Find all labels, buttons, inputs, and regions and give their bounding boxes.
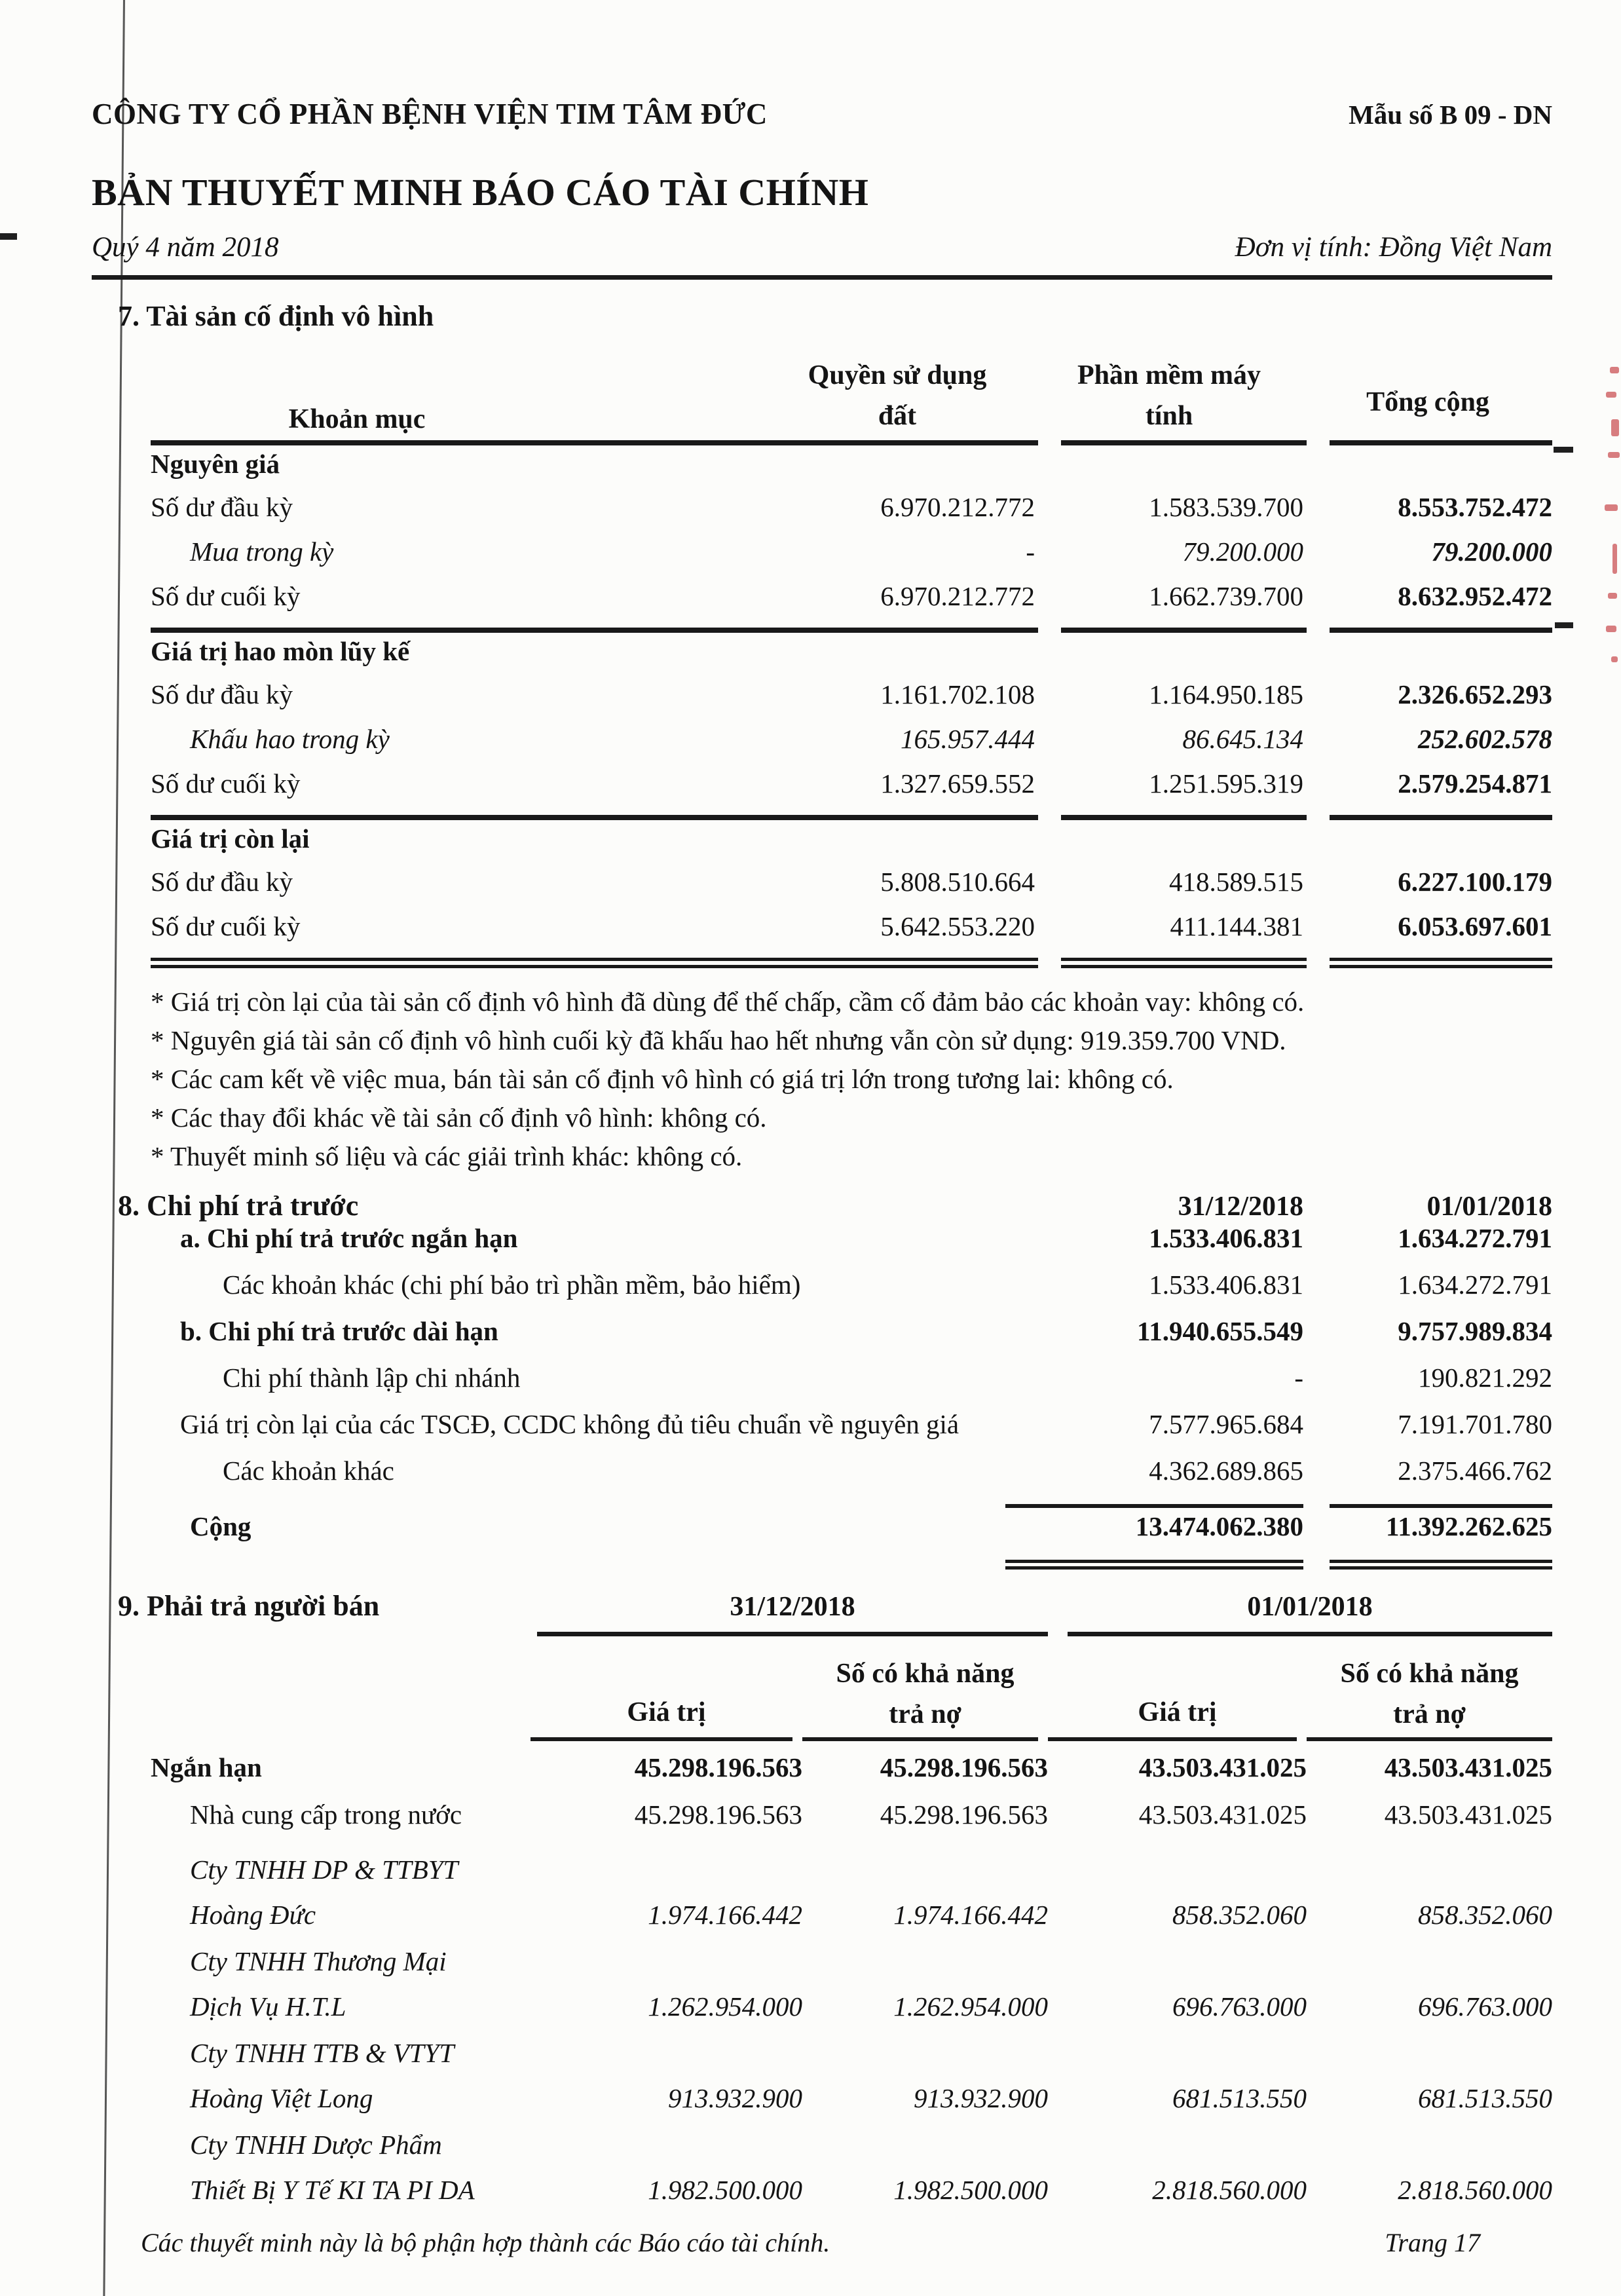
subcol-ability-line2: trả nợ [1393,1699,1466,1729]
vendor-name [151,2122,531,2213]
report-period: Quý 4 năm 2018 [92,232,279,263]
table-rule [151,440,1552,445]
period-header-prior: 01/01/2018 [1068,1591,1552,1636]
cell-total-value: 252.602.578 [1418,724,1552,754]
report-title: BẢN THUYẾT MINH BÁO CÁO TÀI CHÍNH [92,171,869,214]
vendor-name-line2: Dịch Vụ H.T.L [190,1991,346,2022]
cell-value: 43.503.431.025 [1138,1752,1307,1782]
group-row-depreciation [151,635,1552,679]
cell-value: 1.982.500.000 [893,2175,1048,2205]
vendor-name [151,1939,531,2029]
scan-artifact-red [1606,626,1616,632]
vendor-name-line1: Cty TNHH Thương Mại [190,1946,447,1976]
cell-value-current: 4.362.689.865 [1149,1456,1303,1486]
table-row [151,768,1552,812]
page-number: Trang 17 [1385,2228,1480,2257]
section9-subheaders [151,1636,1552,1736]
scan-artifact-mark [0,233,17,240]
cell-value: 1.974.166.442 [648,1900,802,1930]
row-label: Cộng [190,1511,252,1541]
cell-total-value: 6.227.100.179 [1398,867,1552,897]
col-header-date-1: 31/12/2018 [1178,1192,1303,1222]
cell-software-value: 86.645.134 [1182,724,1303,754]
period-header-current: 31/12/2018 [537,1591,1048,1636]
col-header-total: Tổng cộng [1366,387,1489,417]
row-label: Các khoản khác [223,1456,394,1486]
table-row [151,1752,1552,1799]
table-row [151,911,1552,955]
cell-software-value: 1.164.950.185 [1149,679,1303,709]
note-line: * Nguyên giá tài sản cố định vô hình cuối kỳ đã khấu hao hết nhưng vẫn còn sử dụng: 919.359.700 VND. [151,1025,1286,1055]
note-line: * Thuyết minh số liệu và các giải trình khác: không có. [151,1141,743,1171]
cell-value: 43.503.431.025 [1138,1799,1307,1830]
cell-value: 1.262.954.000 [893,1991,1048,2022]
table-row [151,580,1552,625]
table-row [151,1362,1552,1408]
vendor-name-line2: Hoàng Việt Long [190,2083,373,2113]
cell-value: 1.982.500.000 [648,2175,802,2205]
group-label: Giá trị hao mòn lũy kế [151,636,410,666]
cell-software-value: 79.200.000 [1182,536,1303,567]
table-row-vendor [151,2031,1552,2121]
row-label: Số dư cuối kỳ [151,911,301,941]
scan-artifact-red [1612,544,1617,574]
table-row [151,536,1552,580]
section7-notes [151,983,1552,1176]
subcol-ability-line1: Số có khả năng [836,1659,1015,1689]
row-label: Các khoản khác (chi phí bảo trì phần mềm, bảo hiểm) [223,1270,801,1300]
cell-value: 2.818.560.000 [1398,2175,1552,2205]
col-header-software-line1: Phần mềm máy [1077,360,1261,390]
cell-value: 681.513.550 [1418,2083,1552,2113]
table-row [151,1408,1552,1455]
section8-header [92,1189,1552,1222]
cell-software-value: 1.662.739.700 [1149,581,1303,611]
table-rule [151,1504,1552,1508]
section9-header [92,1589,1552,1636]
table-row [151,491,1552,536]
cell-value: 45.298.196.563 [880,1799,1048,1830]
scan-artifact-mark [1554,447,1573,453]
cell-value: 1.974.166.442 [893,1900,1048,1930]
row-label: Số dư đầu kỳ [151,867,293,897]
cell-value-prior: 1.634.272.791 [1398,1270,1552,1300]
cell-software-value: 411.144.381 [1170,911,1303,941]
cell-value: 45.298.196.563 [634,1752,802,1782]
cell-software-value: 418.589.515 [1169,867,1303,897]
vendor-name-line1: Cty TNHH Dược Phẩm [190,2130,442,2160]
cell-value: 858.352.060 [1172,1900,1307,1930]
currency-unit-note: Đơn vị tính: Đồng Việt Nam [1235,232,1552,263]
cell-value-prior: 11.392.262.625 [1386,1511,1552,1541]
row-label: Số dư đầu kỳ [151,679,293,709]
cell-value: 696.763.000 [1172,1991,1307,2022]
cell-total-value: 8.553.752.472 [1398,492,1552,522]
section9-heading: 9. Phải trả người bán [118,1590,380,1622]
note-line: * Giá trị còn lại của tài sản cố định vô hình đã dùng để thế chấp, cầm cố đảm bảo các khoản vay: không có. [151,987,1305,1017]
cell-value: 858.352.060 [1418,1900,1552,1930]
cell-land-value: 165.957.444 [901,724,1035,754]
subcol-ability-line2: trả nợ [889,1699,961,1729]
scan-artifact-red [1611,419,1619,436]
row-label: Mua trong kỳ [190,536,334,567]
row-label: Số dư cuối kỳ [151,768,301,799]
col-header-item: Khoản mục [288,404,426,434]
row-label: Số dư đầu kỳ [151,492,293,522]
cell-value: 681.513.550 [1172,2083,1307,2113]
table-rule [151,628,1552,633]
cell-software-value: 1.251.595.319 [1149,768,1303,799]
cell-value-current: - [1294,1363,1303,1393]
subcol-ability-prior [1307,1653,1552,1736]
cell-value: 1.262.954.000 [648,1991,802,2022]
table-row-vendor [151,1847,1552,1938]
cell-value-current: 1.533.406.831 [1149,1223,1303,1253]
scan-artifact-red [1608,593,1617,599]
subcol-ability-line1: Số có khả năng [1340,1659,1519,1689]
col-header-land-line1: Quyền sử dụng [808,360,987,390]
cell-value-current: 11.940.655.549 [1137,1316,1303,1346]
cell-value: 43.503.431.025 [1384,1752,1552,1782]
section7-heading: 7. Tài sản cố định vô hình [118,300,434,332]
footer-note: Các thuyết minh này là bộ phận hợp thành các Báo cáo tài chính. [141,2228,830,2257]
cell-value: 2.818.560.000 [1152,2175,1307,2205]
table-row-vendor [151,1939,1552,2029]
cell-land-value: 1.327.659.552 [880,768,1035,799]
cell-value-prior: 190.821.292 [1418,1363,1552,1393]
cell-value: 913.932.900 [914,2083,1048,2113]
cell-value: 913.932.900 [668,2083,802,2113]
group-label: Nguyên giá [151,449,280,479]
subcol-value-current: Giá trị [627,1697,706,1727]
table-row [151,1315,1552,1362]
scan-artifact-red [1606,392,1616,398]
row-label: Khấu hao trong kỳ [190,724,390,754]
table-rule [151,1737,1552,1741]
cell-value: 45.298.196.563 [634,1799,802,1830]
cell-value-current: 13.474.062.380 [1135,1511,1303,1541]
scan-artifact-red [1605,504,1618,511]
cell-land-value: - [1026,536,1035,567]
cell-total-value: 2.579.254.871 [1398,768,1552,799]
col-header-land-use [760,355,1035,438]
header-rule [92,275,1552,280]
cell-value: 696.763.000 [1418,1991,1552,2022]
row-label: Chi phí thành lập chi nhánh [223,1363,521,1393]
cell-total-value: 79.200.000 [1431,536,1552,567]
cell-land-value: 6.970.212.772 [880,581,1035,611]
table-row-total [151,1511,1552,1557]
cell-land-value: 6.970.212.772 [880,492,1035,522]
col-header-software-line2: tính [1145,401,1193,431]
cell-value-prior: 9.757.989.834 [1398,1316,1552,1346]
vendor-name [151,1847,531,1938]
col-header-date-2: 01/01/2018 [1426,1192,1552,1222]
cell-total-value: 6.053.697.601 [1398,911,1552,941]
row-label: Ngắn hạn [151,1752,262,1782]
section8-heading: 8. Chi phí trả trước [118,1190,359,1222]
cell-value-current: 7.577.965.684 [1149,1409,1303,1439]
note-line: * Các thay đổi khác về tài sản cố định vô hình: không có. [151,1102,767,1133]
table-row [151,866,1552,911]
table-row [151,1799,1552,1846]
cell-value-prior: 7.191.701.780 [1398,1409,1552,1439]
scan-artifact-red [1610,367,1619,373]
cell-value-current: 1.533.406.831 [1149,1270,1303,1300]
row-label: Giá trị còn lại của các TSCĐ, CCDC không đủ tiêu chuẩn về nguyên giá [180,1409,960,1439]
report-subheader [92,231,1552,263]
table-rule [151,815,1552,820]
subcol-ability-current [802,1653,1048,1736]
vendor-name-line2: Hoàng Đức [190,1900,316,1930]
table-rule-double [151,958,1552,968]
cell-value-prior: 2.375.466.762 [1398,1456,1552,1486]
cell-total-value: 8.632.952.472 [1398,581,1552,611]
row-label: Số dư cuối kỳ [151,581,301,611]
vendor-name [151,2031,531,2121]
group-row-cost [151,448,1552,491]
vendor-name-line1: Cty TNHH DP & TTBYT [190,1854,458,1885]
form-number: Mẫu số B 09 - DN [1349,100,1552,130]
cell-land-value: 1.161.702.108 [880,679,1035,709]
table-row [151,1222,1552,1269]
company-name: CÔNG TY CỔ PHẦN BỆNH VIỆN TIM TÂM ĐỨC [92,98,768,130]
cell-value: 43.503.431.025 [1384,1799,1552,1830]
document-header [92,97,1552,131]
col-header-land-line2: đất [878,401,917,431]
cell-land-value: 5.808.510.664 [880,867,1035,897]
table-row [151,1455,1552,1501]
col-header-software [1035,355,1303,438]
cell-land-value: 5.642.553.220 [880,911,1035,941]
scan-artifact-red [1611,656,1618,662]
scan-artifact-mark [1555,622,1573,628]
section7-column-headers [151,339,1552,438]
group-label: Giá trị còn lại [151,823,310,854]
scan-artifact-red [1608,452,1620,458]
row-label: b. Chi phí trả trước dài hạn [180,1316,498,1346]
note-line: * Các cam kết về việc mua, bán tài sản cố định vô hình có giá trị lớn trong tương lai: không có. [151,1064,1174,1094]
cell-software-value: 1.583.539.700 [1149,492,1303,522]
cell-value: 45.298.196.563 [880,1752,1048,1782]
table-row [151,679,1552,723]
row-label: a. Chi phí trả trước ngắn hạn [180,1223,518,1253]
table-rule-double [151,1560,1552,1570]
table-row [151,723,1552,768]
row-label: Nhà cung cấp trong nước [190,1799,462,1830]
vendor-name-line1: Cty TNHH TTB & VTYT [190,2038,455,2068]
cell-value-prior: 1.634.272.791 [1398,1223,1552,1253]
group-row-net-value [151,823,1552,866]
vendor-name-line2: Thiết Bị Y Tế KI TA PI DA [190,2175,475,2205]
table-row [151,1269,1552,1315]
subcol-value-prior: Giá trị [1138,1697,1217,1727]
table-row-vendor [151,2122,1552,2213]
cell-total-value: 2.326.652.293 [1398,679,1552,709]
page-footer [141,2227,1480,2258]
